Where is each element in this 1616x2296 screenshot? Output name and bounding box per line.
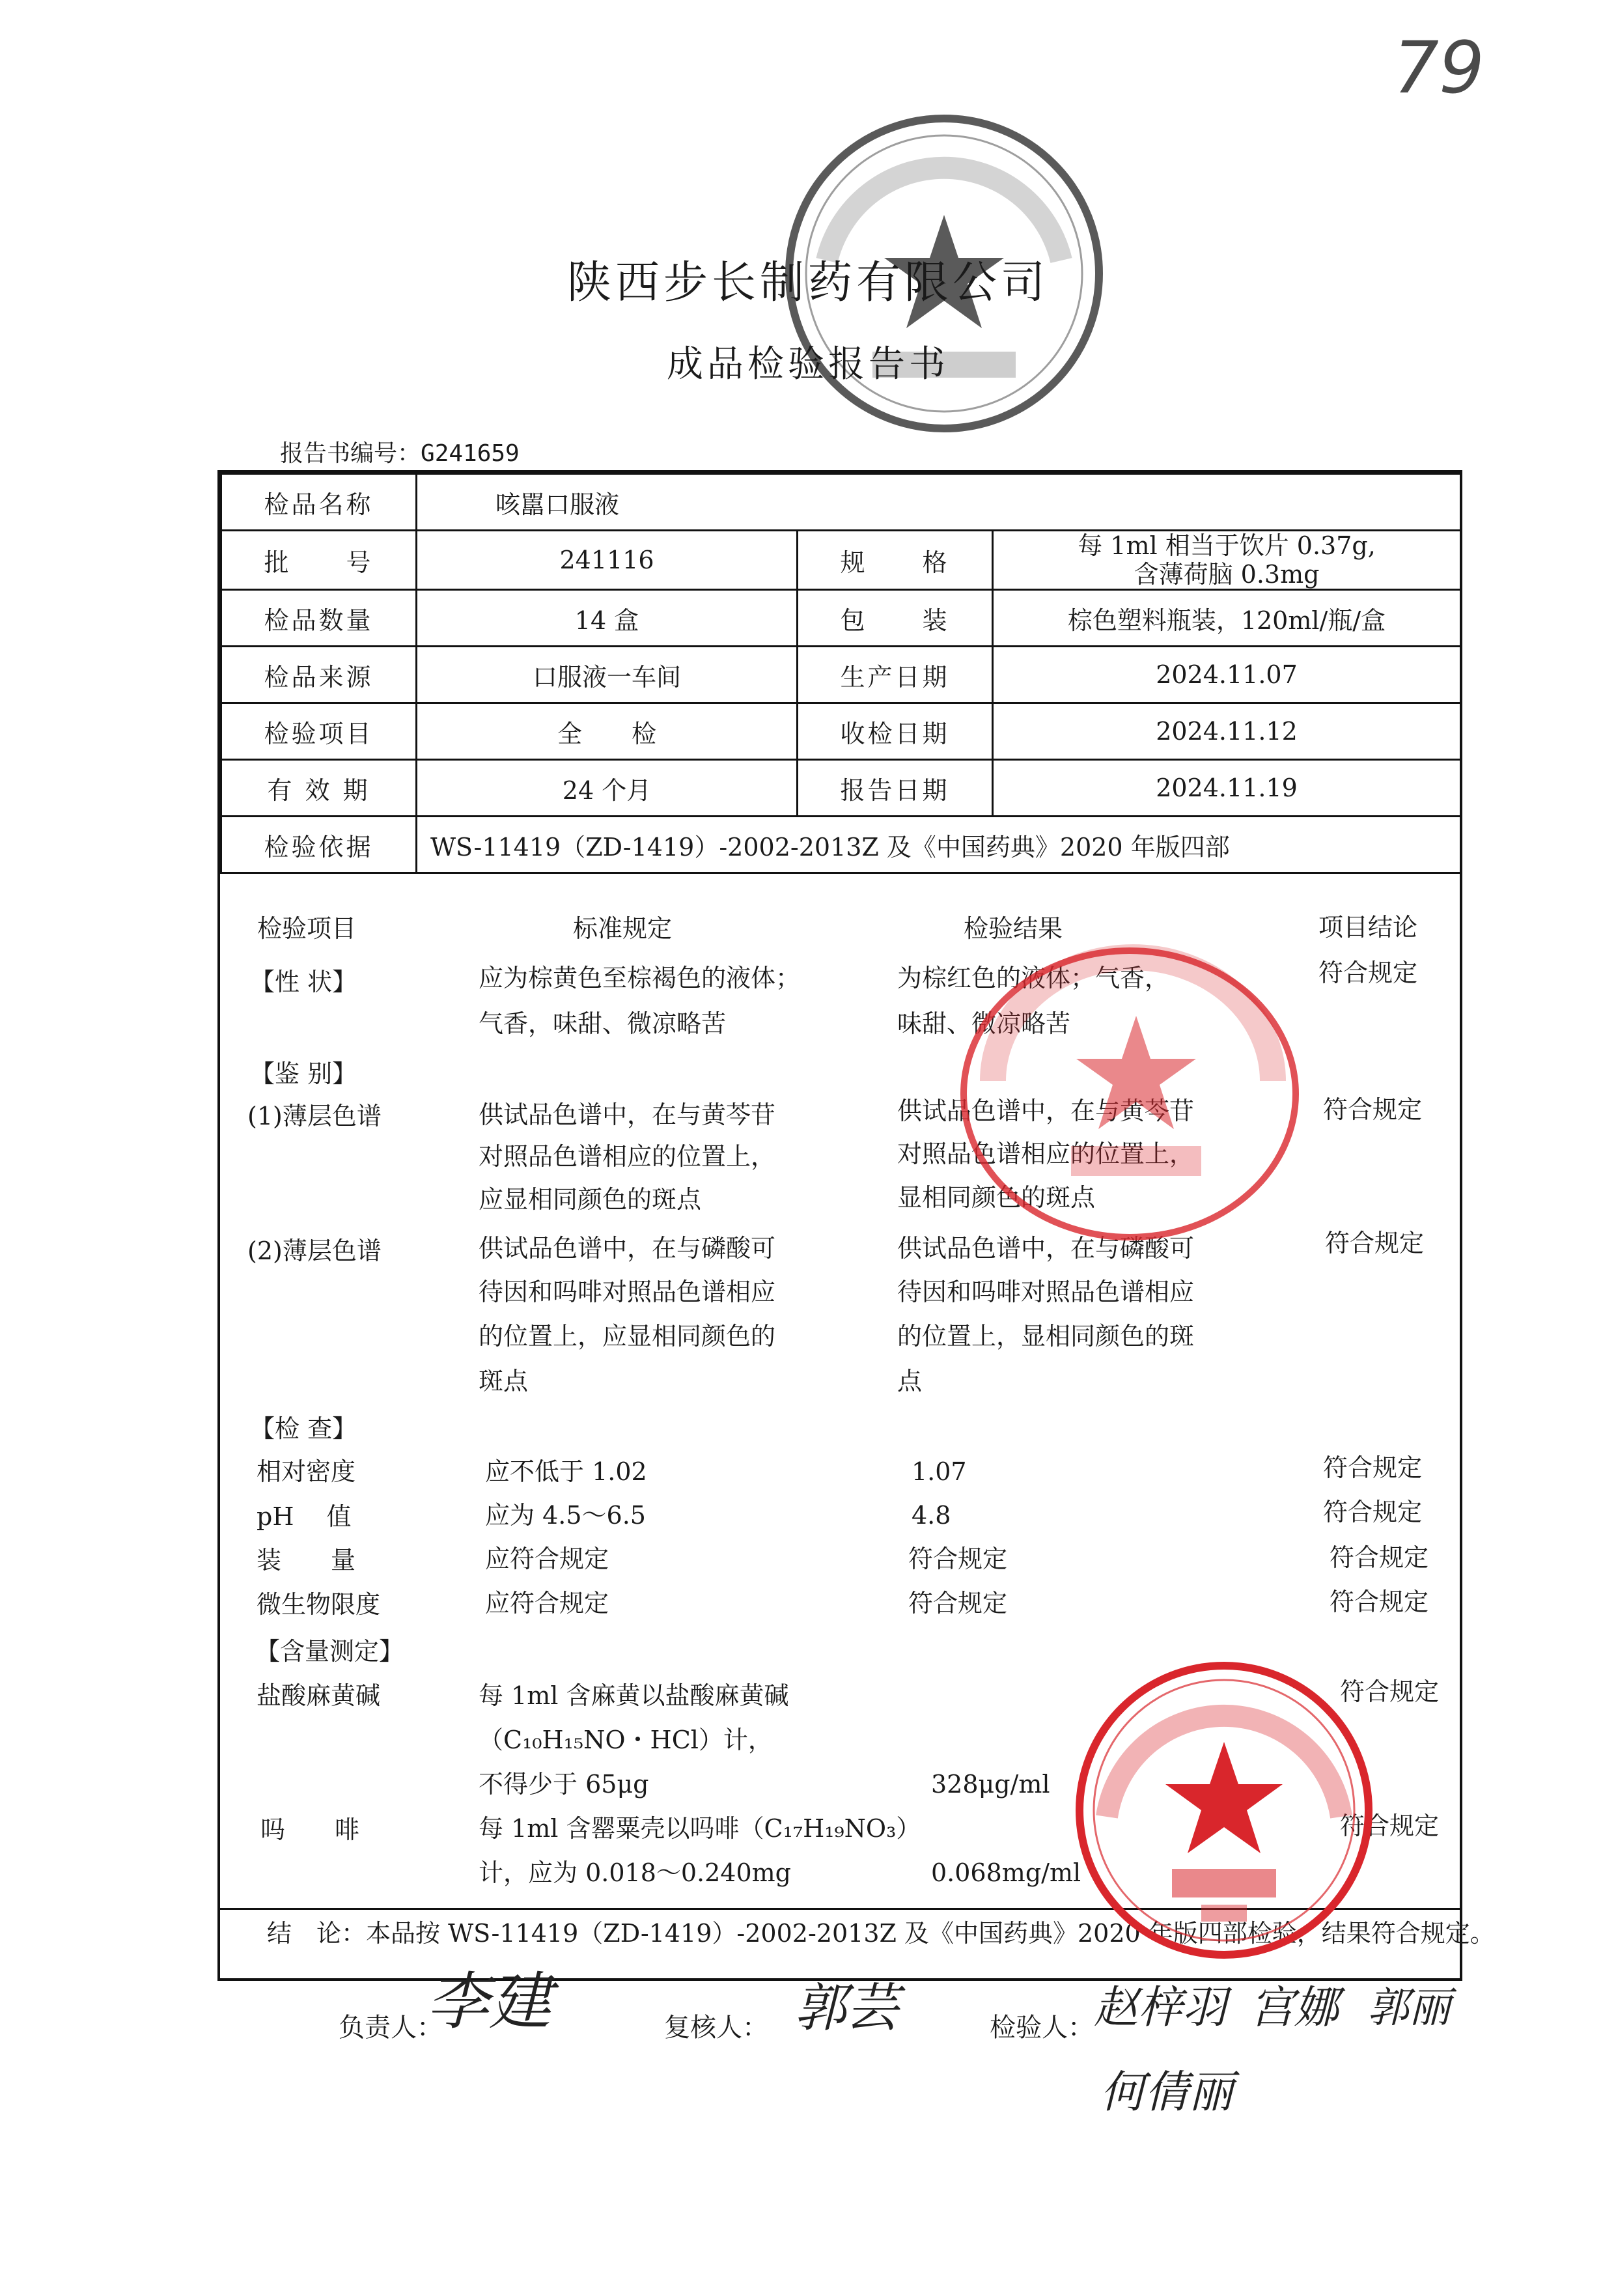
- microbial-std: 应符合规定: [485, 1589, 609, 1617]
- reviewer-label: 复核人：: [664, 2013, 768, 2043]
- morphine-std-2: 计，应为 0.018～0.240mg: [479, 1858, 792, 1887]
- fill-std: 应符合规定: [485, 1545, 609, 1573]
- spec-line-2: 含薄荷脑 0.3mg: [1134, 560, 1320, 589]
- section-heading-character: 【性 状】: [250, 968, 357, 996]
- final-conclusion: 结 论：本品按 WS-11419（ZD-1419）-2002-2013Z 及《中国药典》2020 年版四部检验，结果符合规定。: [267, 1919, 1495, 1948]
- info-row: [221, 647, 1461, 703]
- validity-value: 24 个月: [417, 760, 798, 817]
- ph-label: pH 值: [257, 1502, 352, 1531]
- ph-conclusion: 符合规定: [1323, 1498, 1423, 1526]
- character-result-2: 味甜、微凉略苦: [897, 1009, 1071, 1038]
- ph-std: 应为 4.5～6.5: [485, 1501, 646, 1530]
- responsible-label: 负责人：: [339, 2013, 443, 2043]
- microbial-result: 符合规定: [908, 1589, 1008, 1617]
- tlc2-std-4: 斑点: [479, 1367, 529, 1395]
- tlc2-conclusion: 符合规定: [1325, 1229, 1425, 1257]
- pack-value: 棕色塑料瓶装，120ml/瓶/盒: [993, 590, 1461, 647]
- ephedrine-std-2: （C₁₀H₁₅NO・HCl）计，: [479, 1726, 773, 1754]
- item-label: 检验项目: [221, 703, 417, 760]
- ephedrine-std-1: 每 1ml 含麻黄以盐酸麻黄碱: [479, 1681, 789, 1710]
- spec-label: 规 格: [798, 531, 993, 590]
- morphine-conclusion: 符合规定: [1340, 1812, 1440, 1840]
- batch-label: 批 号: [221, 531, 417, 590]
- sales-quality-stamp: [1068, 1654, 1380, 1967]
- info-row: [221, 474, 1461, 531]
- inspector-signature-1: 赵梓羽: [1094, 1982, 1227, 2034]
- morphine-result: 0.068mg/ml: [931, 1858, 1081, 1887]
- report-date-value: 2024.11.19: [993, 760, 1461, 817]
- section-heading-identification: 【鉴 别】: [250, 1059, 357, 1088]
- ephedrine-std-3: 不得少于 65μg: [479, 1770, 649, 1799]
- col-header-item: 检验项目: [257, 914, 357, 943]
- recv-date-label: 收检日期: [798, 703, 993, 760]
- character-result-1: 为棕红色的液体；气香，: [897, 964, 1170, 992]
- report-date-label: 报告日期: [798, 760, 993, 817]
- fill-result: 符合规定: [908, 1545, 1008, 1573]
- inspector-signature-4: 何倩丽: [1100, 2067, 1234, 2118]
- prod-date-label: 生产日期: [798, 647, 993, 703]
- tlc1-conclusion: 符合规定: [1323, 1095, 1423, 1124]
- report-number-label: 报告书编号：: [280, 440, 421, 467]
- quality-management-stamp: [947, 938, 1312, 1250]
- microbial-conclusion: 符合规定: [1330, 1588, 1429, 1616]
- company-name: 陕西步长制药有限公司: [566, 257, 1049, 309]
- tlc2-label: (2)薄层色谱: [247, 1237, 382, 1265]
- product-label: 检品名称: [221, 474, 417, 531]
- inspector-label: 检验人：: [990, 2013, 1094, 2043]
- morphine-label: 吗 啡: [260, 1815, 360, 1844]
- fill-label: 装 量: [257, 1546, 356, 1575]
- product-value: 咳嚚口服液: [417, 474, 1461, 531]
- source-value: 口服液一车间: [417, 647, 798, 703]
- ephedrine-result: 328μg/ml: [931, 1770, 1050, 1799]
- tlc1-std-2: 对照品色谱相应的位置上，: [479, 1142, 776, 1171]
- character-conclusion: 符合规定: [1318, 959, 1418, 987]
- section-heading-checks: 【检 查】: [250, 1414, 357, 1443]
- source-label: 检品来源: [221, 647, 417, 703]
- density-conclusion: 符合规定: [1323, 1453, 1423, 1482]
- ephedrine-conclusion: 符合规定: [1340, 1677, 1440, 1706]
- density-std: 应不低于 1.02: [485, 1457, 647, 1486]
- qty-value: 14 盒: [417, 590, 798, 647]
- report-number-value: G241659: [421, 440, 520, 467]
- prod-date-value: 2024.11.07: [993, 647, 1461, 703]
- tlc1-result-1: 供试品色谱中，在与黄芩苷: [897, 1097, 1195, 1125]
- info-row: [221, 760, 1461, 817]
- info-row: [221, 817, 1461, 873]
- tlc1-result-2: 对照品色谱相应的位置上，: [897, 1140, 1195, 1168]
- report-number: [280, 435, 520, 468]
- fill-conclusion: 符合规定: [1330, 1543, 1429, 1572]
- density-label: 相对密度: [257, 1457, 356, 1486]
- tlc1-result-3: 显相同颜色的斑点: [897, 1183, 1096, 1212]
- spec-value: [993, 531, 1461, 590]
- info-row: [221, 703, 1461, 760]
- ephedrine-label: 盐酸麻黄碱: [257, 1681, 381, 1710]
- character-std-2: 气香，味甜、微凉略苦: [479, 1009, 727, 1038]
- spec-line-1: 每 1ml 相当于饮片 0.37g,: [1078, 531, 1376, 560]
- responsible-signature: 李建: [426, 1965, 551, 2038]
- col-header-result: 检验结果: [964, 914, 1063, 943]
- inspector-signature-2: 宫娜: [1250, 1982, 1339, 2034]
- document-title: 成品检验报告书: [667, 343, 949, 385]
- recv-date-value: 2024.11.12: [993, 703, 1461, 760]
- tlc2-result-1: 供试品色谱中，在与磷酸可: [897, 1234, 1195, 1263]
- pack-label: 包 装: [798, 590, 993, 647]
- basis-value: WS-11419（ZD-1419）-2002-2013Z 及《中国药典》2020 年版四部: [417, 817, 1461, 873]
- col-header-conclusion: 项目结论: [1318, 913, 1418, 942]
- tlc2-result-4: 点: [897, 1367, 923, 1395]
- tlc1-std-3: 应显相同颜色的斑点: [479, 1185, 702, 1214]
- basis-label: 检验依据: [221, 817, 417, 873]
- batch-value: 241116: [417, 531, 798, 590]
- section-heading-assay: 【含量测定】: [255, 1637, 404, 1666]
- validity-label: 有 效 期: [221, 760, 417, 817]
- ph-result: 4.8: [912, 1501, 951, 1530]
- qty-label: 检品数量: [221, 590, 417, 647]
- density-result: 1.07: [912, 1457, 967, 1486]
- tlc2-result-2: 待因和吗啡对照品色谱相应: [897, 1278, 1195, 1306]
- morphine-std-1: 每 1ml 含罂粟壳以吗啡（C₁₇H₁₉NO₃）: [479, 1814, 921, 1843]
- info-row: [221, 531, 1461, 590]
- microbial-label: 微生物限度: [257, 1590, 381, 1619]
- info-row: [221, 590, 1461, 647]
- tlc1-std-1: 供试品色谱中，在与黄芩苷: [479, 1100, 776, 1129]
- tlc2-result-3: 的位置上，显相同颜色的斑: [897, 1322, 1195, 1351]
- character-std-1: 应为棕黄色至棕褐色的液体；: [479, 964, 801, 992]
- tlc1-label: (1)薄层色谱: [247, 1102, 382, 1130]
- inspector-signature-3: 郭丽: [1367, 1984, 1451, 2032]
- tlc2-std-2: 待因和吗啡对照品色谱相应: [479, 1278, 776, 1306]
- page-number: 79: [1393, 26, 1484, 109]
- reviewer-signature: 郭芸: [794, 1978, 899, 2038]
- col-header-standard: 标准规定: [573, 914, 673, 943]
- tlc2-std-3: 的位置上，应显相同颜色的: [479, 1322, 776, 1351]
- info-table: [220, 473, 1462, 874]
- tlc2-std-1: 供试品色谱中，在与磷酸可: [479, 1234, 776, 1263]
- item-value: 全 检: [417, 703, 798, 760]
